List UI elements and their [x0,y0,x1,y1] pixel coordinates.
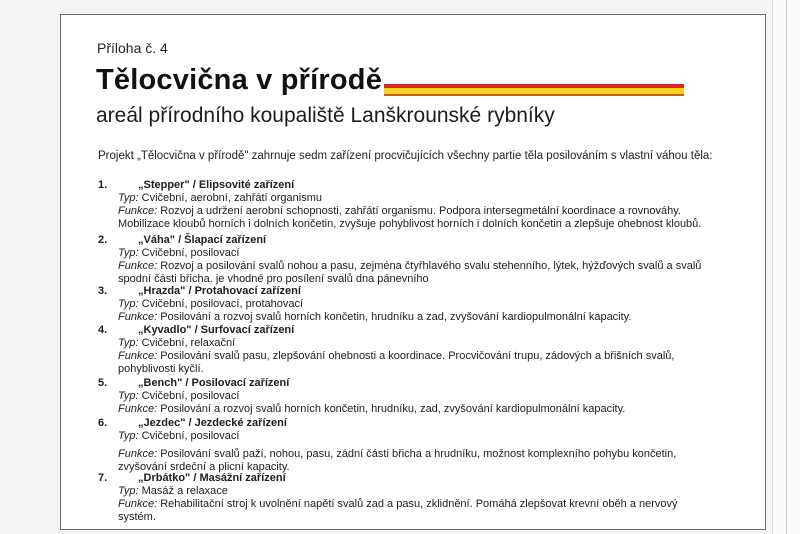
annex-label: Příloha č. 4 [97,40,168,56]
item-name: „Hrazda" / Protahovací zařízení [138,285,301,297]
item-function-cont: spodní části břicha. je vhodné pro posílení svalů dna pánevního [118,273,429,285]
item-name: „Drbátko" / Masážní zařízení [138,472,286,484]
page-subtitle: areál přírodního koupaliště Lanškrounské rybníky [96,104,555,127]
item-number: 6. [98,417,108,429]
item-type: Cvičební, aerobní, zahřátí organismu [141,192,323,204]
item-type: Cvičební, posilovací, protahovací [141,298,304,310]
item-number: 4. [98,324,108,336]
item-number: 2. [98,234,108,246]
item-number: 1. [98,179,108,191]
item-number: 3. [98,285,108,297]
item-name: „Kyvadlo" / Surfovací zařízení [138,324,295,336]
function-label: Funkce: [118,403,158,415]
item-name: „Váha" / Šlapací zařízení [138,234,267,246]
item-function: Posilování svalů pasu, zlepšování ohebnosti a koordinace. Procvičování trupu, zádových a břišních svalů, [160,350,675,362]
item-type: Cvičební, posilovací [141,390,240,402]
item-function-cont: Mobilizace kloubů horních i dolních končetin, zvyšuje pohyblivost horních i dolních končetin a zlepšuje ohebnost kloubů. [118,218,702,230]
type-label: Typ: [118,298,139,310]
item-number: 5. [98,377,108,389]
function-label: Funkce: [118,311,158,323]
item-type: Cvičební, relaxační [141,337,236,349]
item-name: „Jezdec" / Jezdecké zařízení [138,417,287,429]
item-function: Posilování svalů paží, nohou, pasu, zádní části břicha a hrudníku, možnost komplexního pohybu končetin, [160,448,677,460]
intro-paragraph: Projekt „Tělocvična v přírodě" zahrnuje sedm zařízení procvičujících všechny partie těla posilováním s vlastní váhou těla: [98,150,713,162]
item-name: „Bench" / Posilovací zařízení [138,377,290,389]
item-function: Posilování a rozvoj svalů horních končetin, hrudníku a zad, zvyšování kardiopulmonální kapacity. [160,311,632,323]
function-label: Funkce: [118,448,158,460]
function-label: Funkce: [118,350,158,362]
type-label: Typ: [118,192,139,204]
item-type: Cvičební, posilovací [141,247,240,259]
title-row [96,64,696,104]
function-label: Funkce: [118,260,158,272]
item-function-cont: pohyblivosti kyčlí. [118,363,204,375]
type-label: Typ: [118,337,139,349]
item-number: 7. [98,472,108,484]
type-label: Typ: [118,485,139,497]
item-function: Posilování a rozvoj svalů horních končetin, hrudníku, zad, zvyšování kardiopulmonální kapacity. [160,403,626,415]
item-function: Rehabilitační stroj k uvolnění napětí svalů zad a pasu, zklidnění. Pomáhá zlepšovat krevní oběh a nervový systém. [118,498,678,523]
item-type: Masáž a relaxace [141,485,228,497]
function-label: Funkce: [118,498,158,510]
item-name: „Stepper" / Elipsovité zařízení [138,179,295,191]
title-underline-orange [384,94,684,96]
page-title: Tělocvična v přírodě [96,64,383,96]
item-type: Cvičební, posilovací [141,430,240,442]
type-label: Typ: [118,430,139,442]
item-function: Rozvoj a udržení aerobní schopnosti, zahřátí organismu. Podpora intersegmetální koordinace a rovnováhy. [160,205,681,217]
type-label: Typ: [118,390,139,402]
scan-edge-line [786,0,787,534]
type-label: Typ: [118,247,139,259]
item-function: Rozvoj a posilování svalů nohou a pasu, zejména čtyřhlavého svalu stehenního, lýtek, hýžďových svalů a svalů [160,260,702,272]
item-function-cont: zvyšování srdeční a plicní kapacity. [118,461,290,473]
function-label: Funkce: [118,205,158,217]
